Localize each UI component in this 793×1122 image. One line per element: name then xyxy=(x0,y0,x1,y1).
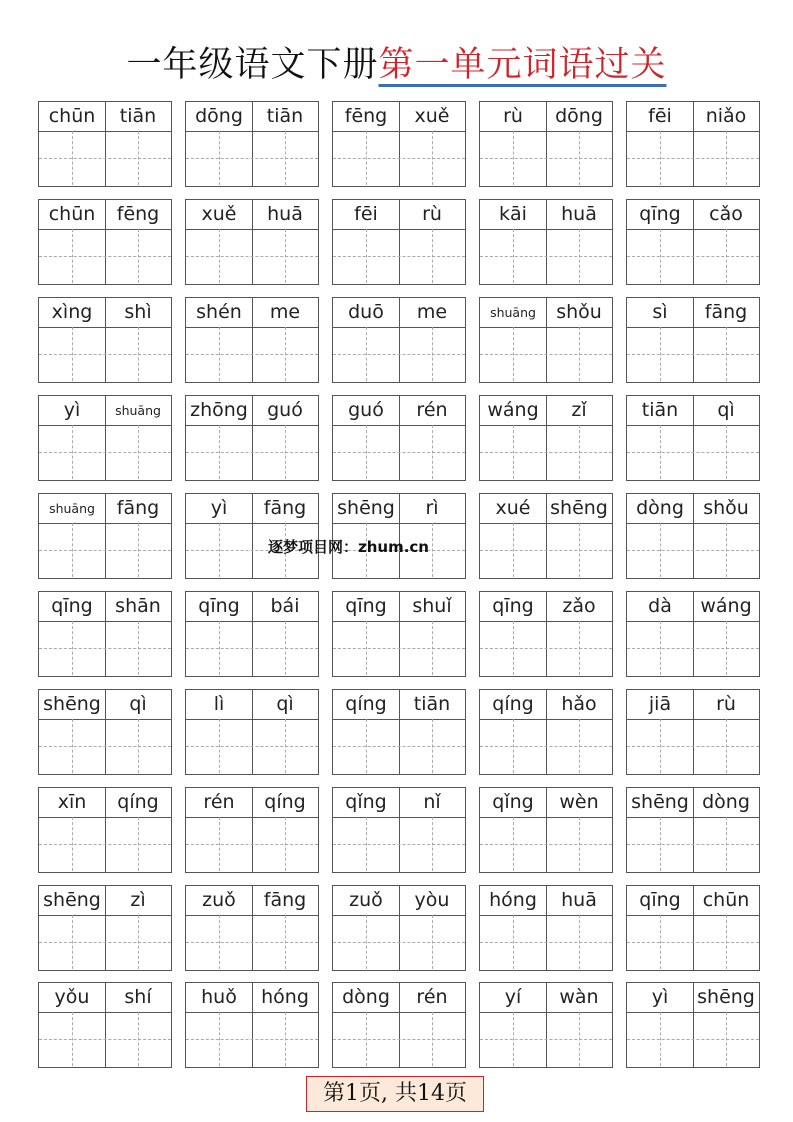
word-box xyxy=(185,297,319,383)
guide-line xyxy=(39,550,171,551)
guide-line xyxy=(333,1039,465,1040)
word-box xyxy=(479,493,613,579)
pinyin-syllable: shuāng xyxy=(115,403,161,418)
pinyin-syllable: qīng xyxy=(639,889,681,911)
word-box xyxy=(626,297,760,383)
watermark: 逐梦项目网：zhum.cn xyxy=(268,538,429,556)
guide-line xyxy=(627,550,759,551)
pinyin-syllable: shì xyxy=(124,301,152,323)
guide-line xyxy=(627,354,759,355)
pinyin-syllable: hóng xyxy=(489,889,537,911)
pinyin-syllable: dòng xyxy=(342,986,390,1008)
pinyin-syllable: qì xyxy=(717,399,735,421)
guide-line xyxy=(627,158,759,159)
pinyin-syllable: bái xyxy=(270,595,300,617)
pinyin-syllable: qíng xyxy=(345,693,387,715)
pinyin-syllable: huā xyxy=(561,889,597,911)
word-box xyxy=(479,885,613,971)
word-box xyxy=(185,787,319,873)
guide-line xyxy=(480,1039,612,1040)
guide-line xyxy=(39,648,171,649)
word-box xyxy=(479,689,613,775)
guide-line xyxy=(186,746,318,747)
pinyin-syllable: yì xyxy=(651,986,669,1008)
word-box xyxy=(185,885,319,971)
pinyin-syllable: huǒ xyxy=(201,986,237,1008)
pinyin-syllable: rén xyxy=(203,791,235,813)
word-box xyxy=(479,101,613,187)
pinyin-syllable: tiān xyxy=(641,399,679,421)
pinyin-syllable: shuǐ xyxy=(412,595,452,617)
pinyin-syllable: nǐ xyxy=(423,791,441,813)
word-box xyxy=(185,199,319,285)
pinyin-syllable: dōng xyxy=(555,105,603,127)
word-box xyxy=(38,591,172,677)
guide-line xyxy=(39,844,171,845)
pinyin-syllable: fāng xyxy=(263,497,307,519)
guide-line xyxy=(627,844,759,845)
pinyin-syllable: shēng xyxy=(337,497,395,519)
pinyin-syllable: qīng xyxy=(345,595,387,617)
word-box xyxy=(626,199,760,285)
pinyin-syllable: xìng xyxy=(51,301,93,323)
pinyin-syllable: yì xyxy=(210,497,228,519)
guide-line xyxy=(186,158,318,159)
guide-line xyxy=(480,942,612,943)
pinyin-syllable: huā xyxy=(267,203,303,225)
pinyin-syllable: guó xyxy=(348,399,384,421)
pinyin-syllable: qì xyxy=(129,693,147,715)
pinyin-syllable: qíng xyxy=(117,791,159,813)
guide-line xyxy=(627,256,759,257)
guide-line xyxy=(39,1039,171,1040)
guide-line xyxy=(480,844,612,845)
pinyin-syllable: jiā xyxy=(648,693,672,715)
guide-line xyxy=(627,942,759,943)
word-box xyxy=(38,101,172,187)
pinyin-syllable: qīng xyxy=(198,595,240,617)
pinyin-syllable: chūn xyxy=(48,203,96,225)
word-box xyxy=(38,395,172,481)
guide-line xyxy=(333,158,465,159)
guide-line xyxy=(480,648,612,649)
pinyin-syllable: dòng xyxy=(702,791,750,813)
word-box xyxy=(479,982,613,1068)
pinyin-syllable: rù xyxy=(503,105,523,127)
guide-line xyxy=(333,942,465,943)
pinyin-syllable: rén xyxy=(416,986,448,1008)
pinyin-syllable: rén xyxy=(416,399,448,421)
word-box xyxy=(332,101,466,187)
word-box xyxy=(626,493,760,579)
word-box xyxy=(479,199,613,285)
pinyin-syllable: sì xyxy=(652,301,668,323)
word-box xyxy=(38,787,172,873)
guide-line xyxy=(186,942,318,943)
pinyin-syllable: zǐ xyxy=(571,399,587,421)
pinyin-syllable: zì xyxy=(130,889,146,911)
word-box xyxy=(38,885,172,971)
pinyin-syllable: fēi xyxy=(648,105,672,127)
pinyin-syllable: fāng xyxy=(263,889,307,911)
guide-line xyxy=(480,354,612,355)
pinyin-syllable: duō xyxy=(348,301,384,323)
word-box xyxy=(479,787,613,873)
word-box xyxy=(479,591,613,677)
guide-line xyxy=(186,452,318,453)
pinyin-syllable: qīng xyxy=(492,595,534,617)
pinyin-syllable: shén xyxy=(196,301,242,323)
guide-line xyxy=(333,746,465,747)
pinyin-syllable: hǎo xyxy=(561,693,597,715)
pinyin-syllable: shān xyxy=(115,595,161,617)
word-box xyxy=(479,297,613,383)
word-box xyxy=(332,787,466,873)
pinyin-syllable: chūn xyxy=(48,105,96,127)
word-box xyxy=(185,982,319,1068)
pinyin-syllable: shuāng xyxy=(49,501,95,516)
word-box xyxy=(332,591,466,677)
pinyin-syllable: shēng xyxy=(697,986,755,1008)
pinyin-syllable: fēng xyxy=(344,105,388,127)
word-box xyxy=(38,199,172,285)
word-box xyxy=(38,297,172,383)
pinyin-syllable: rì xyxy=(425,497,439,519)
pinyin-syllable: xīn xyxy=(57,791,87,813)
pinyin-syllable: qīng xyxy=(51,595,93,617)
pinyin-syllable: kāi xyxy=(499,203,527,225)
pinyin-syllable: xuě xyxy=(414,105,450,127)
guide-line xyxy=(480,550,612,551)
word-box xyxy=(332,689,466,775)
pinyin-syllable: me xyxy=(416,301,448,323)
word-box xyxy=(185,395,319,481)
pinyin-syllable: shí xyxy=(124,986,152,1008)
guide-line xyxy=(186,256,318,257)
pinyin-syllable: dōng xyxy=(195,105,243,127)
guide-line xyxy=(39,746,171,747)
pinyin-syllable: tiān xyxy=(266,105,304,127)
word-box xyxy=(38,493,172,579)
guide-line xyxy=(186,844,318,845)
word-box xyxy=(332,199,466,285)
pinyin-syllable: dòng xyxy=(636,497,684,519)
guide-line xyxy=(480,452,612,453)
guide-line xyxy=(333,844,465,845)
guide-line xyxy=(186,354,318,355)
pinyin-syllable: shēng xyxy=(43,889,101,911)
pinyin-syllable: zǎo xyxy=(562,595,596,617)
pinyin-syllable: wáng xyxy=(700,595,752,617)
pinyin-syllable: zhōng xyxy=(190,399,248,421)
pinyin-syllable: xué xyxy=(495,497,531,519)
guide-line xyxy=(480,256,612,257)
pinyin-syllable: shēng xyxy=(631,791,689,813)
pinyin-syllable: xuě xyxy=(201,203,237,225)
guide-line xyxy=(39,354,171,355)
guide-line xyxy=(39,158,171,159)
pinyin-syllable: guó xyxy=(267,399,303,421)
pinyin-syllable: zuǒ xyxy=(349,889,383,911)
word-box xyxy=(332,982,466,1068)
guide-line xyxy=(627,746,759,747)
word-box xyxy=(626,395,760,481)
guide-line xyxy=(333,256,465,257)
pinyin-syllable: lì xyxy=(213,693,225,715)
guide-line xyxy=(627,648,759,649)
pinyin-syllable: rù xyxy=(422,203,442,225)
pinyin-syllable: tiān xyxy=(119,105,157,127)
pinyin-syllable: rù xyxy=(716,693,736,715)
word-box xyxy=(38,982,172,1068)
pinyin-syllable: shǒu xyxy=(703,497,749,519)
pinyin-syllable: fēng xyxy=(116,203,160,225)
guide-line xyxy=(39,256,171,257)
pinyin-syllable: chūn xyxy=(702,889,750,911)
word-box xyxy=(332,885,466,971)
word-box xyxy=(479,395,613,481)
word-box xyxy=(185,689,319,775)
word-box xyxy=(626,689,760,775)
pinyin-syllable: qíng xyxy=(492,693,534,715)
pinyin-syllable: qǐng xyxy=(345,791,387,813)
guide-line xyxy=(333,648,465,649)
guide-line xyxy=(627,452,759,453)
pinyin-syllable: wèn xyxy=(559,791,599,813)
word-box xyxy=(332,395,466,481)
pinyin-syllable: dà xyxy=(648,595,672,617)
pinyin-syllable: shuāng xyxy=(490,305,536,320)
title-grade: 一年级语文下册 xyxy=(126,45,379,85)
pinyin-syllable: huā xyxy=(561,203,597,225)
word-box xyxy=(626,787,760,873)
pinyin-syllable: wàn xyxy=(559,986,599,1008)
guide-line xyxy=(627,1039,759,1040)
pinyin-syllable: hóng xyxy=(261,986,309,1008)
word-box xyxy=(626,982,760,1068)
guide-line xyxy=(333,452,465,453)
guide-line xyxy=(333,354,465,355)
guide-line xyxy=(186,648,318,649)
pinyin-syllable: wáng xyxy=(487,399,539,421)
pinyin-syllable: yǒu xyxy=(54,986,90,1008)
guide-line xyxy=(39,452,171,453)
pinyin-syllable: shēng xyxy=(550,497,608,519)
word-box xyxy=(626,101,760,187)
pinyin-syllable: cǎo xyxy=(709,203,743,225)
guide-line xyxy=(480,158,612,159)
page-footer: 第1页, 共14页 xyxy=(306,1076,484,1112)
word-box xyxy=(626,885,760,971)
pinyin-syllable: niǎo xyxy=(705,105,747,127)
word-box xyxy=(332,297,466,383)
pinyin-syllable: shēng xyxy=(43,693,101,715)
pinyin-syllable: qīng xyxy=(639,203,681,225)
word-box xyxy=(185,591,319,677)
word-box xyxy=(185,101,319,187)
pinyin-syllable: shǒu xyxy=(556,301,602,323)
pinyin-syllable: qíng xyxy=(264,791,306,813)
pinyin-syllable: fēi xyxy=(354,203,378,225)
guide-line xyxy=(186,1039,318,1040)
pinyin-syllable: tiān xyxy=(413,693,451,715)
pinyin-syllable: yì xyxy=(63,399,81,421)
guide-line xyxy=(480,746,612,747)
pinyin-syllable: fāng xyxy=(116,497,160,519)
pinyin-syllable: yí xyxy=(504,986,522,1008)
pinyin-syllable: me xyxy=(269,301,301,323)
pinyin-syllable: fāng xyxy=(704,301,748,323)
pinyin-syllable: zuǒ xyxy=(202,889,236,911)
pinyin-syllable: yòu xyxy=(414,889,450,911)
pinyin-syllable: qì xyxy=(276,693,294,715)
word-box xyxy=(626,591,760,677)
guide-line xyxy=(39,942,171,943)
title-unit: 第一单元词语过关 xyxy=(378,45,667,85)
pinyin-syllable: qǐng xyxy=(492,791,534,813)
word-box xyxy=(38,689,172,775)
